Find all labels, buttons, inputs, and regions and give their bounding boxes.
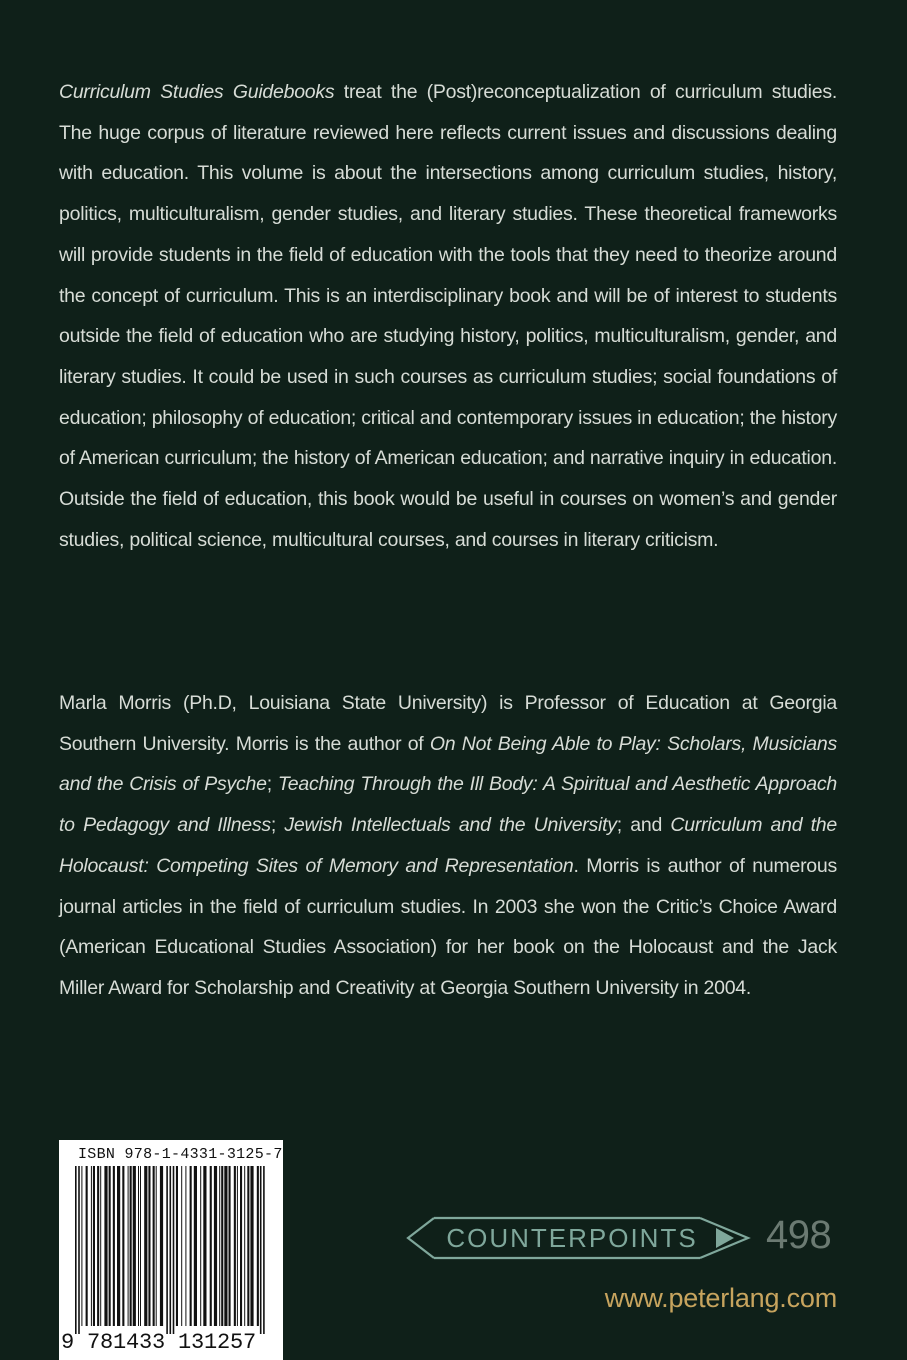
publisher-website: www.peterlang.com [604,1283,837,1313]
barcode-bar [237,1166,238,1326]
barcode-bar [156,1166,157,1326]
series-number: 498 [766,1213,832,1257]
barcode-bar [104,1166,107,1326]
ean-digits: 9 781433 131257 [61,1330,257,1355]
barcode-bar [75,1166,77,1334]
barcode-bar [210,1166,212,1326]
barcode-bar [173,1166,175,1334]
barcode-bar [257,1166,259,1326]
barcode-bar [138,1166,139,1326]
barcode-bar [176,1166,178,1326]
bio-separator: ; [270,814,285,837]
barcode-bar [113,1166,115,1326]
barcode-bar [133,1166,136,1326]
bio-separator: ; [266,773,278,796]
barcode-bar [240,1166,242,1326]
barcode-bar [219,1166,220,1326]
barcode-bar [100,1166,101,1326]
barcode-bar [81,1166,82,1326]
barcode-bar [185,1166,186,1326]
barcode-bar [144,1166,147,1326]
barcode-bar [170,1166,172,1334]
barcode-bar [86,1166,88,1326]
series-name: COUNTERPOINTS [446,1223,698,1253]
barcode-bar [122,1166,124,1326]
barcode-bar [148,1166,150,1326]
book-description [59,72,837,560]
barcode-bar [140,1166,141,1326]
barcode-bar [214,1166,217,1326]
book-title-2: Teaching Through the Ill Body: A Spiritual and Aesthetic Approach to Pedagogy and Illness [59,773,837,837]
barcode-bars [75,1166,269,1334]
bio-closing: . Morris is author of numerous journal articles in the field of curriculum studies. In 2003 she won the Critic’s Choice Award (American Educational Studies Association) for her book on the Holocaust and the Jack Miller Award for Scholarship and Creativity at Georgia Southern University in 2004. [59,854,837,999]
isbn-barcode [59,1140,283,1360]
barcode-bar [181,1166,182,1326]
isbn-label: ISBN 978-1-4331-3125-7 [78,1146,283,1163]
barcode-bar [160,1166,163,1326]
book-title-1: On Not Being Able to Play: Scholars, Musicians and the Crisis of Psyche [59,732,837,796]
bio-separator: ; and [616,814,671,837]
book-title-4: Curriculum and the Holocaust: Competing Sites of Memory and Representation [59,814,837,877]
series-title-italic: Curriculum Studies Guidebooks [59,81,335,103]
barcode-bar [190,1166,192,1326]
book-title-3: Jewish Intellectuals and the University [284,814,617,837]
bio-intro: Marla Morris (Ph.D, Louisiana State University) is Professor of Education at Georgia Southern University. Morris is the author of [59,692,837,755]
barcode-bar [78,1166,80,1334]
description-body: treat the (Post)reconceptualization of curriculum studies. The huge corpus of literature reviewed here reflects current issues and discussions dealing with education. This volume is about the intersections among curriculum studies, history, politics, multiculturalism, gender studies, and literary studies. These theoretical frameworks will provide students in the field of education with the tools that they need to theorize around the concept of curriculum. This is an interdisciplinary book and will be of interest to students outside the field of education who are studying history, politics, multiculturalism, gender, and literary studies. It could be used in such courses as curriculum studies; social foundations of education; philosophy of education; critical and contemporary issues in education; the history of American curriculum; the history of American education; and narrative inquiry in education. Outside the field of education, this book would be useful in courses on women’s and gender studies, political science, multicultural courses, and courses in literary criticism. [59,81,837,551]
barcode-bar [244,1166,245,1326]
barcode-bar [200,1166,201,1326]
barcode-bar [117,1166,120,1326]
barcode-bar [91,1166,92,1326]
barcode-bar [128,1166,129,1326]
barcode-bar [97,1166,99,1326]
barcode-bar [93,1166,95,1326]
barcode-bar [109,1166,111,1326]
barcode-bar [224,1166,227,1326]
barcode-bar [247,1166,249,1326]
barcode-bar [194,1166,197,1326]
barcode-bar [229,1166,231,1326]
barcode-bar [130,1166,132,1326]
author-bio [59,683,837,1009]
barcode-bar [260,1166,262,1334]
barcode-bar [221,1166,223,1326]
barcode-bar [203,1166,206,1326]
counterpoints-series-logo [400,1212,752,1264]
barcode-bar [153,1166,155,1326]
barcode-bar [263,1166,265,1334]
barcode-bar [250,1166,253,1326]
barcode-bar [234,1166,236,1326]
barcode-bar [166,1166,168,1334]
